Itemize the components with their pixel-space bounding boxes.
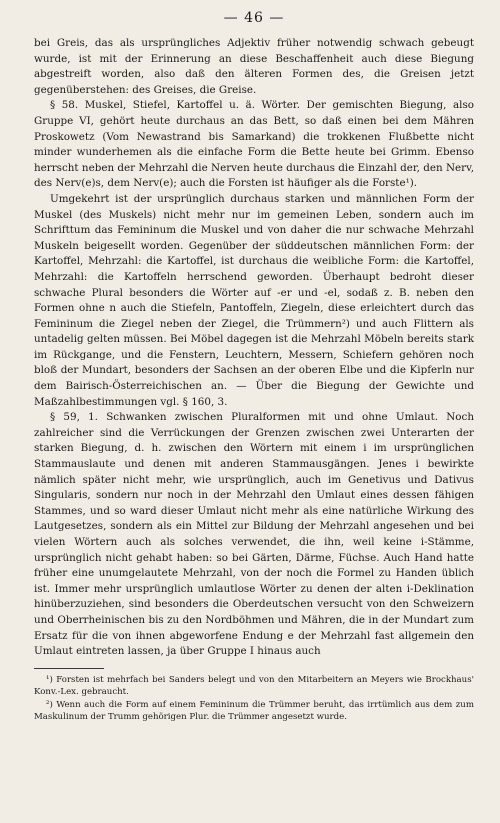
footnote-divider bbox=[34, 668, 104, 669]
paragraph-greis: bei Greis, das als ursprüngliches Adjektiv früher notwendig schwach gebeugt wurde, ist mit der Erinnerung an diese Beschaffenheit auch diese Biegung abgestreift worden, also daß den älteren Formen des, die Greisen jetzt gegenüberstehen: des Greises, die Greise. bbox=[34, 37, 474, 96]
footnotes bbox=[34, 674, 474, 724]
paragraph-section-58: § 58. Muskel, Stiefel, Kartoffel u. ä. Wörter. Der gemischten Biegung, also Gruppe VI, gehört heute durchaus an das Bett, so daß einen bei dem Mähren Proskowetz (Vom Newastrand bis Samarkand) die trokkenen Flußbette nicht minder wunderhemen als die einfache Form die Bette heute bei Grimm. Ebenso herrscht neben der Mehrzahl die Nerven heute durchaus die Einzahl der, den Nerv, des Nerv(e)s, dem Nerv(e); auch die Forsten ist häufiger als die Forste¹). bbox=[34, 99, 474, 190]
footnote-2: ²) Wenn auch die Form auf einem Femininum die Trümmer beruht, das irrtümlich aus dem zum Maskulinum der Trumm gehörigen Plur. die Trümmer angesetzt wurde. bbox=[34, 699, 474, 722]
paragraph-section-59: § 59, 1. Schwanken zwischen Pluralformen mit und ohne Umlaut. Noch zahlreicher sind die Verrückungen der Grenzen zwischen zwei Unterarten der starken Biegung, d. h. zwischen den Wörtern mit einem i im ursprünglichen Stammauslaute und denen mit anderen Stammausgängen. Jenes i bewirkte nämlich später nicht mehr, wie ursprünglich, auch im Genetivus und Dativus Singularis, sondern nur noch in der Mehrzahl den Umlaut eines dessen fähigen Stammes, und so ward dieser Umlaut nicht mehr als eine natürliche Wirkung des Lautgesetzes, sondern als ein Mittel zur Bildung der Mehrzahl angesehen und bei vielen Wörtern auch als solches verwendet, die ihn, weil keine i-Stämme, ursprünglich nicht gehabt haben: so bei Gärten, Därme, Füchse. Auch Hand hatte früher eine unumgelautete Mehrzahl, von der noch die Formel zu Handen üblich ist. Immer mehr ursprünglich umlautlose Wörter zu denen der alten i-Deklination hinüberzuziehen, sind besonders die Oberdeutschen versucht von den Schweizern und Oberrheinischen bis zu den Nordböhmen und Mähren, die in der Mundart zum Ersatz für die von ihnen abgeworfene Endung e der Mehrzahl fast allgemein den Umlaut eintreten lassen, ja über Gruppe I hinaus auch bbox=[34, 411, 474, 658]
page-number: — 46 — bbox=[223, 10, 285, 26]
footnote-1: ¹) Forsten ist mehrfach bei Sanders belegt und von den Mitarbeitern an Meyers wie Brockhaus' Konv.-Lex. gebraucht. bbox=[34, 674, 474, 698]
body-text bbox=[34, 36, 474, 660]
paragraph-umgekehrt: Umgekehrt ist der ursprünglich durchaus starken und männlichen Form der Muskel (des Muskels) nicht mehr nur im gemeinen Leben, sondern auch im Schrifttum das Femininum die Muskel und von daher die nur schwache Mehrzahl Muskeln beigesellt worden. Gegenüber der süddeutschen männlichen Form: der Kartoffel, Mehrzahl: die Kartoffel, ist durchaus die weibliche Form: die Kartoffel, Mehrzahl: die Kartoffeln herrschend geworden. Überhaupt bedroht dieser schwache Plural besonders die Wörter auf -er und -el, sodaß z. B. neben den Formen ohne n auch die Stiefeln, Pantoffeln, Ziegeln, diese erleichtert durch das Femininum die Ziegel neben der Ziegel, die Trümmern²) und auch Flittern als untadelig gelten müssen. Bei Möbel dagegen ist die Mehrzahl Möbeln bereits stark im Rückgange, und die Fenstern, Leuchtern, Messern, Schiefern gehören noch bloß der Mundart, besonders der Sachsen an der oberen Elbe und die Kipferln nur dem Bairisch-Österreichischen an. — Über die Biegung der Gewichte und Maßzahlbestimmungen vgl. § 160, 3. bbox=[34, 192, 474, 408]
book-page bbox=[34, 10, 474, 809]
